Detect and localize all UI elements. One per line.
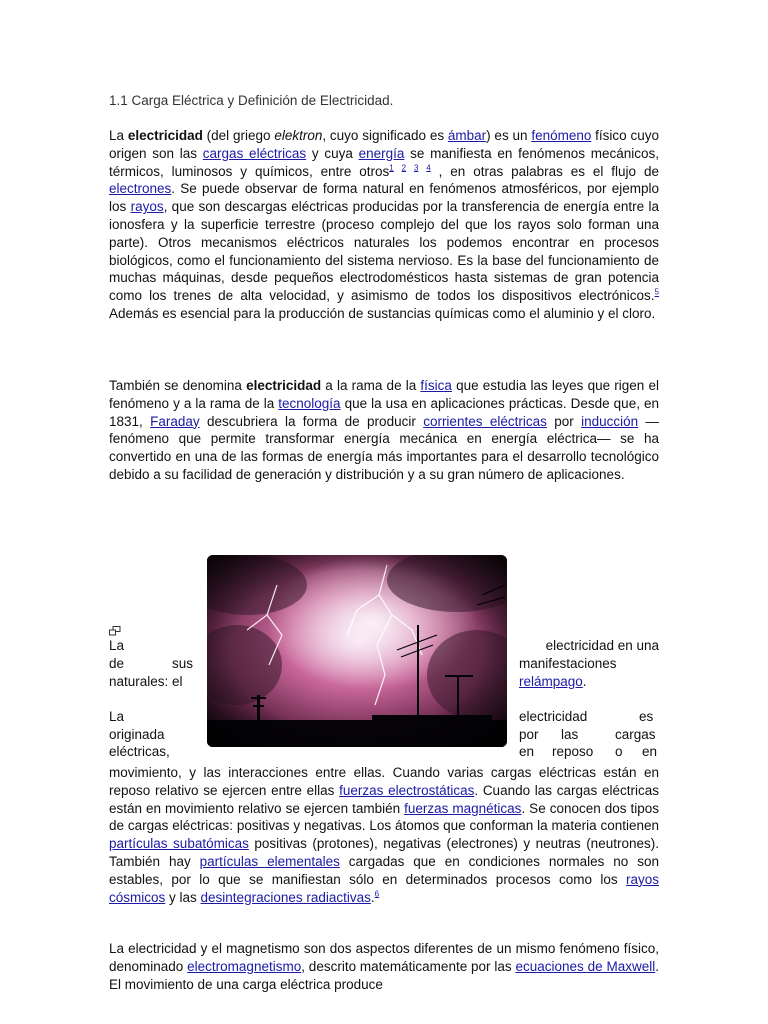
text: descubriera la forma de producir (199, 413, 424, 429)
text: También se denomina (109, 378, 247, 393)
text: que estudia las leyes que rigen el fenómeno y a la rama de la (109, 378, 659, 411)
text: (del griego (202, 128, 275, 143)
text: cargadas que en condiciones normales no son estables, por lo que se manifiestan sólo en determinados procesos como los (109, 853, 660, 887)
caption-text: de (109, 656, 125, 671)
body-text: La (109, 709, 125, 724)
caption-text: naturales: el (109, 674, 183, 689)
body-text: cargas (615, 727, 656, 742)
footnote-link[interactable]: 3 (413, 163, 419, 173)
link-ambar[interactable]: ámbar (447, 128, 487, 143)
body-text: reposo (552, 744, 594, 759)
text: , descrito matemáticamente por las (301, 958, 516, 974)
link-rayos[interactable]: rayos (130, 199, 164, 215)
link-tecnologia[interactable]: tecnología (278, 395, 341, 411)
footnote-link[interactable]: 1 (389, 163, 394, 173)
bold-term: electricidad (127, 128, 203, 143)
italic-term: elektron (274, 128, 323, 143)
link-electromagnetismo[interactable]: electromagnetismo (187, 958, 302, 974)
text: físico cuyo origen son las (109, 128, 659, 161)
footnote-link[interactable]: 6 (374, 889, 380, 899)
text: . (370, 889, 375, 905)
text: movimiento, y las interacciones entre ellas. Cuando varias cargas eléctricas están en reposo relativo se ejercen entre ellas (109, 765, 659, 798)
text: por (546, 413, 582, 429)
paragraph-4 (109, 940, 659, 993)
body-text: eléctricas, (109, 744, 170, 759)
link-fuerzas-magneticas[interactable]: fuerzas magnéticas (404, 800, 522, 816)
text: y cuya (306, 145, 359, 161)
body-text: originada (109, 727, 165, 742)
text: . Cuando las cargas eléctricas están en movimiento relativo se ejercen también (109, 782, 660, 816)
link-relampago[interactable]: relámpago (519, 674, 583, 689)
text: La (109, 128, 128, 143)
link-electrones[interactable]: electrones (109, 181, 172, 197)
footnote-link[interactable]: 5 (654, 287, 659, 297)
link-induccion[interactable]: inducción (581, 413, 639, 429)
body-text: electricidad (519, 709, 588, 724)
text: , en otras palabras es el flujo de (430, 163, 659, 179)
body-text: en (642, 744, 658, 759)
link-faraday[interactable]: Faraday (150, 413, 200, 429)
link-fenomeno[interactable]: fenómeno (531, 128, 592, 143)
link-corrientes-electricas[interactable]: corrientes eléctricas (423, 413, 547, 429)
paragraph-2 (109, 377, 659, 484)
link-energia[interactable]: energía (358, 145, 405, 161)
text: que la usa en aplicaciones prácticas. Desde que, en 1831, (109, 395, 659, 429)
text: Además es esencial para la producción de sustancias químicas como el aluminio y el cloro. (109, 305, 656, 321)
link-cargas-electricas[interactable]: cargas eléctricas (202, 145, 307, 161)
body-text: en (519, 744, 535, 759)
footnote-link[interactable]: 2 (401, 163, 407, 173)
text: positivas (protones), negativas (electrones) y neutras (neutrones). También hay (109, 836, 659, 869)
bold-term: electricidad (246, 378, 322, 393)
caption-line-3 (519, 673, 587, 691)
link-particulas-subatomicas[interactable]: partículas subatómicas (109, 836, 249, 852)
body-text: es (639, 709, 654, 724)
text: . Se conocen dos tipos de cargas eléctricas: positivas y negativas. Los átomos que conforman la materia contienen (109, 800, 660, 834)
text: , cuyo significado es (322, 128, 448, 143)
link-ecuaciones-de-maxwell[interactable]: ecuaciones de Maxwell (515, 958, 656, 974)
link-rayos-cosmicos[interactable]: rayos cósmicos (109, 871, 659, 905)
footnote-link[interactable]: 4 (426, 163, 431, 173)
text: ) es un (486, 128, 532, 143)
caption-text: electricidad en una (545, 638, 659, 653)
text: La electricidad y el magnetismo son dos aspectos diferentes de un mismo fenómeno físico, denominado (109, 941, 659, 974)
text: , que son descargas eléctricas producidas por la transferencia de energía entre la ionosfera y la superficie terrestre (proceso complejo del que los rayos solo forman una parte). Otros mecanismos eléctricos naturales los podemos encontrar en procesos biológicos, como el funcionamiento del sistema nervioso. Es la base del funcionamiento de muchas máquinas, desde pequeños electrodomésticos hasta sistemas de gran potencia como los trenes de alta velocidad, y asimismo de todos los dispositivos electrónicos. (109, 199, 659, 304)
caption-text: manifestaciones (519, 656, 617, 671)
text: . Se puede observar de forma natural en fenómenos atmosféricos, por ejemplo los (109, 181, 659, 215)
caption-text: sus (172, 656, 194, 671)
body-text: por (519, 727, 539, 742)
body-text: o (615, 744, 623, 759)
text: se manifiesta en fenómenos mecánicos, térmicos, luminosos y químicos, entre otros (109, 145, 659, 179)
paragraph-3 (109, 764, 659, 906)
section-title: 1.1 Carga Eléctrica y Definición de Electricidad. (109, 93, 394, 108)
lightning-photo (207, 555, 507, 747)
text: . (582, 674, 587, 689)
link-fisica[interactable]: física (420, 378, 452, 393)
paragraph-1 (109, 127, 659, 323)
link-particulas-elementales[interactable]: partículas elementales (199, 853, 340, 869)
text: . El movimiento de una carga eléctrica produce (109, 958, 660, 992)
caption-text: La (109, 638, 125, 653)
image-placeholder-icon (109, 626, 121, 636)
link-desintegraciones-radiactivas[interactable]: desintegraciones radiactivas (200, 889, 371, 905)
text: y las (165, 889, 201, 905)
text: a la rama de la (321, 378, 421, 393)
link-fuerzas-electrostaticas[interactable]: fuerzas electrostáticas (339, 782, 475, 798)
text: —fenómeno que permite transformar energía mecánica en energía eléctrica— se ha convertido en una de las formas de energía más importantes para el desarrollo tecnológico debido a su facilidad de generación y distribución y a su gran número de aplicaciones. (109, 413, 659, 482)
body-text: las (561, 727, 579, 742)
